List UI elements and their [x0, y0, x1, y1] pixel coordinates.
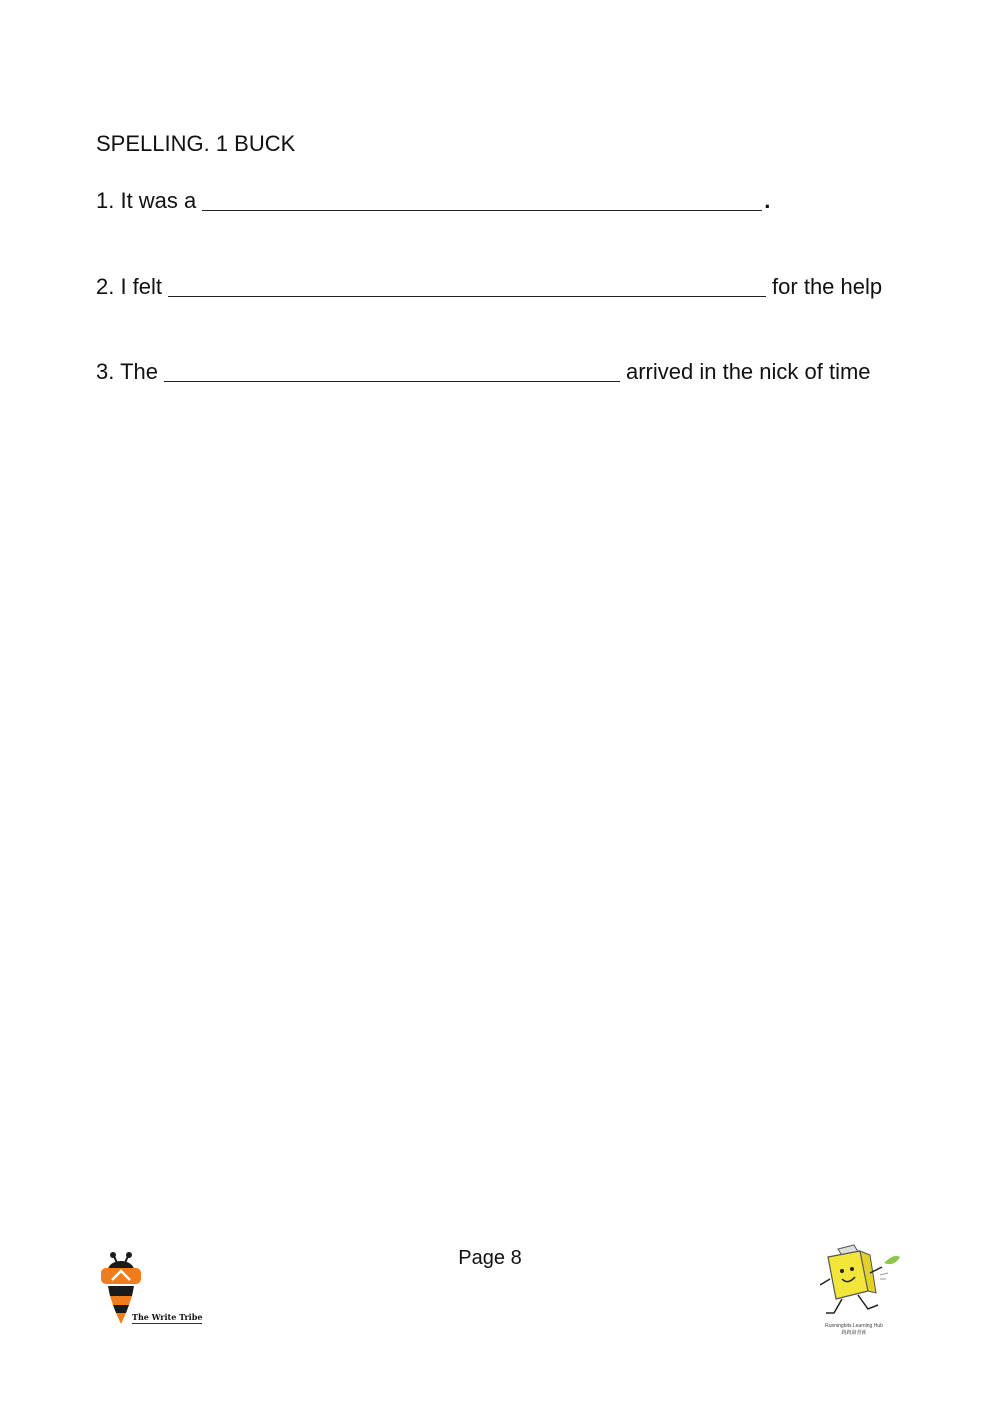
worksheet-title: SPELLING. 1 BUCK — [96, 131, 296, 156]
question-3 — [96, 359, 871, 385]
running-book-icon — [808, 1243, 908, 1323]
question-3-suffix: arrived in the nick of time — [625, 359, 871, 384]
question-1-prefix: 1. It was a — [96, 188, 197, 213]
question-2-blank[interactable] — [168, 276, 766, 297]
page-number: Page 8 — [458, 1247, 522, 1269]
runningbits-logo — [808, 1243, 908, 1343]
write-tribe-logo — [96, 1250, 208, 1330]
write-tribe-text: The Write Tribe — [132, 1312, 203, 1322]
question-3-blank[interactable] — [164, 361, 620, 382]
question-1-blank[interactable] — [202, 190, 762, 211]
question-3-prefix: 3. The — [96, 359, 158, 384]
question-2-suffix: for the help — [772, 274, 883, 299]
question-2 — [96, 274, 882, 300]
question-2-prefix: 2. I felt — [96, 274, 163, 299]
question-1 — [96, 188, 770, 214]
runningbits-chinese-name: 跑跑讀書匯 — [841, 1330, 867, 1336]
question-1-suffix: . — [764, 188, 771, 213]
runningbits-name: Runningbits Learning Hub — [825, 1323, 883, 1329]
runningbits-text — [808, 1323, 900, 1337]
